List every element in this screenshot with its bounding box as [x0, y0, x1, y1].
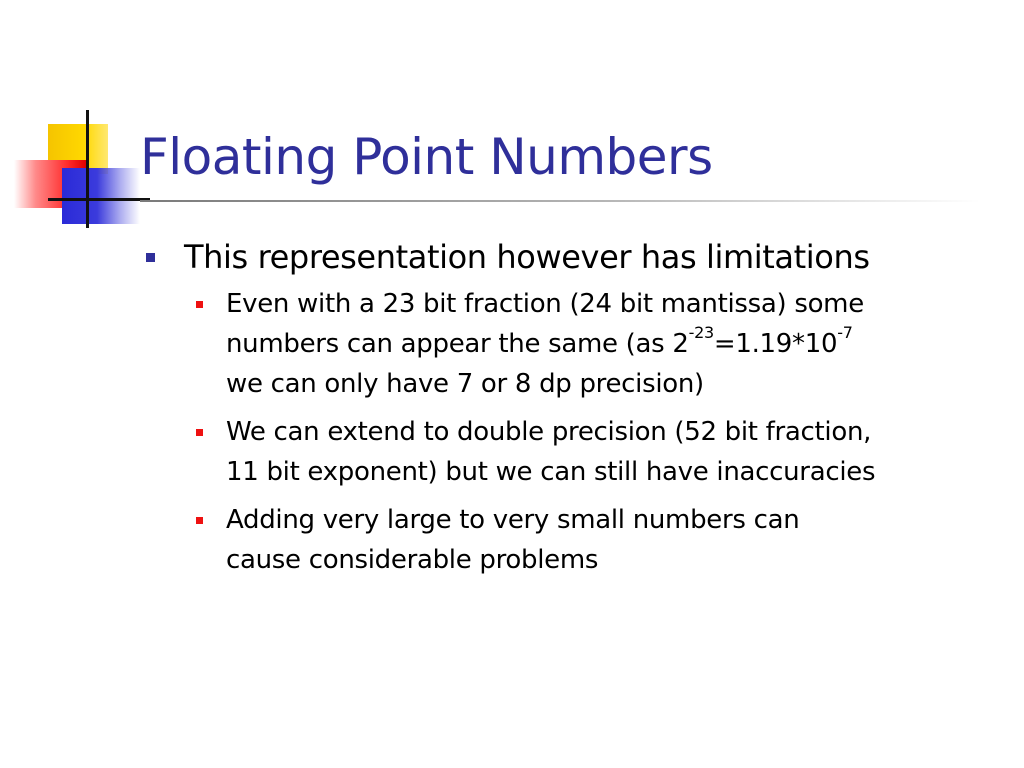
bullet-text: This representation however has limitations — [184, 238, 870, 276]
sub-bullet-list — [140, 284, 1010, 580]
slide-corner-logo-icon — [0, 0, 160, 240]
sub-bullet — [184, 412, 1010, 492]
square-bullet-icon — [196, 429, 203, 436]
sub-bullet — [184, 284, 1010, 404]
sub-bullet-line: cause considerable problems — [226, 545, 599, 575]
slide-title: Floating Point Numbers — [140, 128, 713, 186]
exponent: -7 — [837, 323, 853, 343]
logo-blue-square — [62, 168, 140, 224]
square-bullet-icon — [196, 517, 203, 524]
sub-bullet — [184, 500, 1010, 580]
square-bullet-icon — [196, 301, 203, 308]
sub-bullet-line: numbers can appear the same (as 2 — [226, 329, 689, 359]
exponent: -23 — [688, 323, 714, 343]
slide-body — [140, 236, 1010, 588]
sub-bullet-line: We can extend to double precision (52 bit fraction, — [226, 417, 872, 447]
square-bullet-icon — [146, 253, 155, 262]
sub-bullet-line: Adding very large to very small numbers can — [226, 505, 800, 535]
bullet-level1 — [140, 236, 1010, 278]
sub-bullet-line: we can only have 7 or 8 dp precision) — [226, 369, 704, 399]
logo-vertical-line — [86, 110, 89, 228]
logo-horizontal-line — [48, 198, 150, 201]
sub-bullet-line: Even with a 23 bit fraction (24 bit mantissa) some — [226, 289, 864, 319]
title-underline — [140, 200, 980, 202]
sub-bullet-line: =1.19*10 — [713, 329, 838, 359]
sub-bullet-line: 11 bit exponent) but we can still have inaccuracies — [226, 457, 876, 487]
